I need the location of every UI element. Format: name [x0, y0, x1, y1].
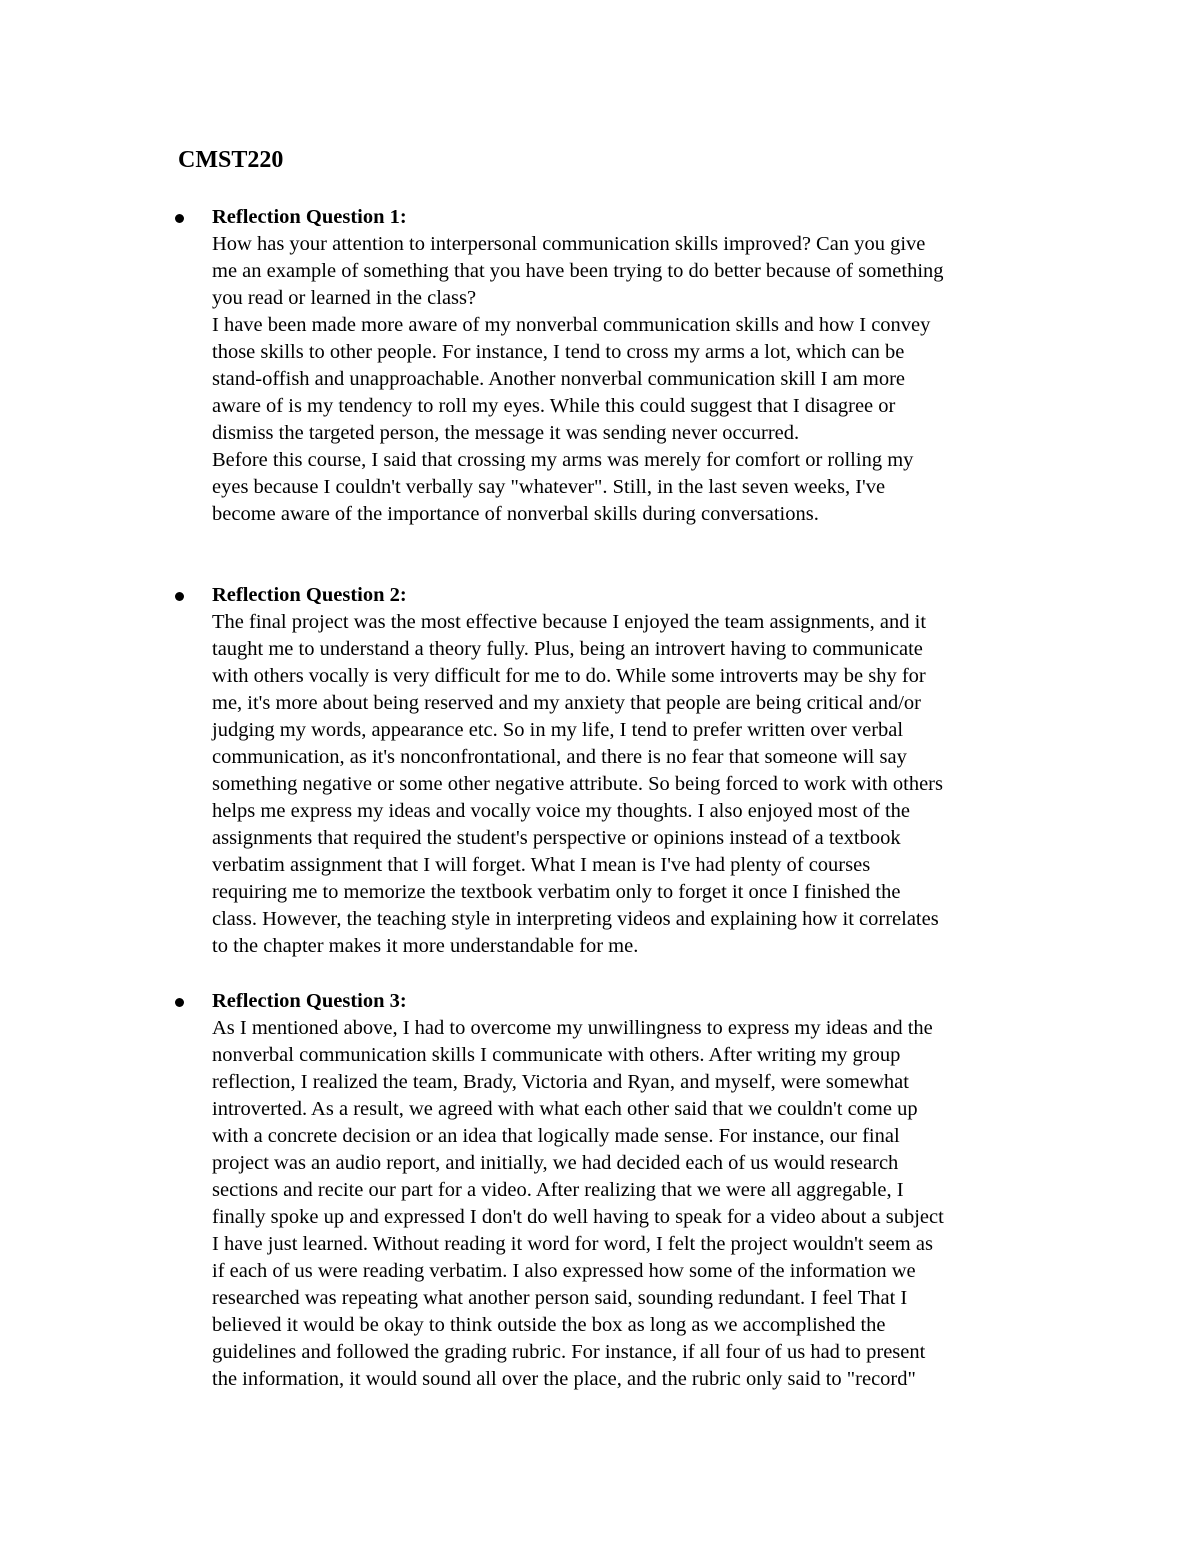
text-line: with a concrete decision or an idea that logically made sense. For instance, our final: [212, 1125, 900, 1147]
text-line: aware of is my tendency to roll my eyes. While this could suggest that I disagree or: [212, 395, 896, 417]
answer-text: [212, 231, 1062, 528]
text-line: if each of us were reading verbatim. I also expressed how some of the information we: [212, 1260, 916, 1282]
reflection-question-2: [212, 582, 1062, 960]
text-line: guidelines and followed the grading rubric. For instance, if all four of us had to present: [212, 1341, 926, 1363]
question-heading: Reflection Question 2:: [212, 584, 407, 606]
text-line: class. However, the teaching style in interpreting videos and explaining how it correlates: [212, 908, 939, 930]
text-line: researched was repeating what another person said, sounding redundant. I feel That I: [212, 1287, 908, 1309]
text-line: Before this course, I said that crossing my arms was merely for comfort or rolling my: [212, 449, 914, 471]
reflection-question-1: [212, 204, 1062, 528]
text-line: I have just learned. Without reading it word for word, I felt the project wouldn't seem as: [212, 1233, 933, 1255]
text-line: requiring me to memorize the textbook verbatim only to forget it once I finished the: [212, 881, 901, 903]
text-line: me an example of something that you have been trying to do better because of something: [212, 260, 944, 282]
bullet-icon: [175, 998, 184, 1007]
question-heading: Reflection Question 3:: [212, 990, 407, 1012]
bullet-icon: [175, 214, 184, 223]
text-line: reflection, I realized the team, Brady, Victoria and Ryan, and myself, were somewhat: [212, 1071, 909, 1093]
text-line: sections and recite our part for a video. After realizing that we were all aggregable, I: [212, 1179, 904, 1201]
text-line: believed it would be okay to think outside the box as long as we accomplished the: [212, 1314, 886, 1336]
text-line: As I mentioned above, I had to overcome my unwillingness to express my ideas and the: [212, 1017, 933, 1039]
question-heading: Reflection Question 1:: [212, 206, 407, 228]
text-line: something negative or some other negative attribute. So being forced to work with others: [212, 773, 943, 795]
text-line: nonverbal communication skills I communicate with others. After writing my group: [212, 1044, 901, 1066]
text-line: verbatim assignment that I will forget. What I mean is I've had plenty of courses: [212, 854, 871, 876]
text-line: me, it's more about being reserved and my anxiety that people are being critical and/or: [212, 692, 921, 714]
text-line: judging my words, appearance etc. So in my life, I tend to prefer written over verbal: [212, 719, 904, 741]
text-line: eyes because I couldn't verbally say "whatever". Still, in the last seven weeks, I've: [212, 476, 886, 498]
text-line: assignments that required the student's perspective or opinions instead of a textbook: [212, 827, 901, 849]
reflection-question-3: [212, 988, 1062, 1393]
text-line: the information, it would sound all over the place, and the rubric only said to "record": [212, 1368, 916, 1390]
text-line: finally spoke up and expressed I don't do well having to speak for a video about a subject: [212, 1206, 944, 1228]
bullet-icon: [175, 592, 184, 601]
text-line: helps me express my ideas and vocally voice my thoughts. I also enjoyed most of the: [212, 800, 910, 822]
text-line: taught me to understand a theory fully. Plus, being an introvert having to communicate: [212, 638, 923, 660]
text-line: to the chapter makes it more understandable for me.: [212, 935, 639, 957]
text-line: introverted. As a result, we agreed with what each other said that we couldn't come up: [212, 1098, 918, 1120]
answer-text: [212, 609, 1062, 960]
text-line: you read or learned in the class?: [212, 287, 477, 309]
text-line: those skills to other people. For instance, I tend to cross my arms a lot, which can be: [212, 341, 905, 363]
text-line: become aware of the importance of nonverbal skills during conversations.: [212, 503, 819, 525]
document-title: CMST220: [178, 147, 284, 173]
text-line: with others vocally is very difficult for me to do. While some introverts may be shy for: [212, 665, 926, 687]
text-line: I have been made more aware of my nonverbal communication skills and how I convey: [212, 314, 931, 336]
text-line: stand-offish and unapproachable. Another nonverbal communication skill I am more: [212, 368, 906, 390]
text-line: dismiss the targeted person, the message it was sending never occurred.: [212, 422, 800, 444]
text-line: How has your attention to interpersonal communication skills improved? Can you give: [212, 233, 926, 255]
answer-text: [212, 1015, 1062, 1393]
text-line: project was an audio report, and initially, we had decided each of us would research: [212, 1152, 899, 1174]
text-line: The final project was the most effective because I enjoyed the team assignments, and it: [212, 611, 927, 633]
text-line: communication, as it's nonconfrontational, and there is no fear that someone will say: [212, 746, 907, 768]
